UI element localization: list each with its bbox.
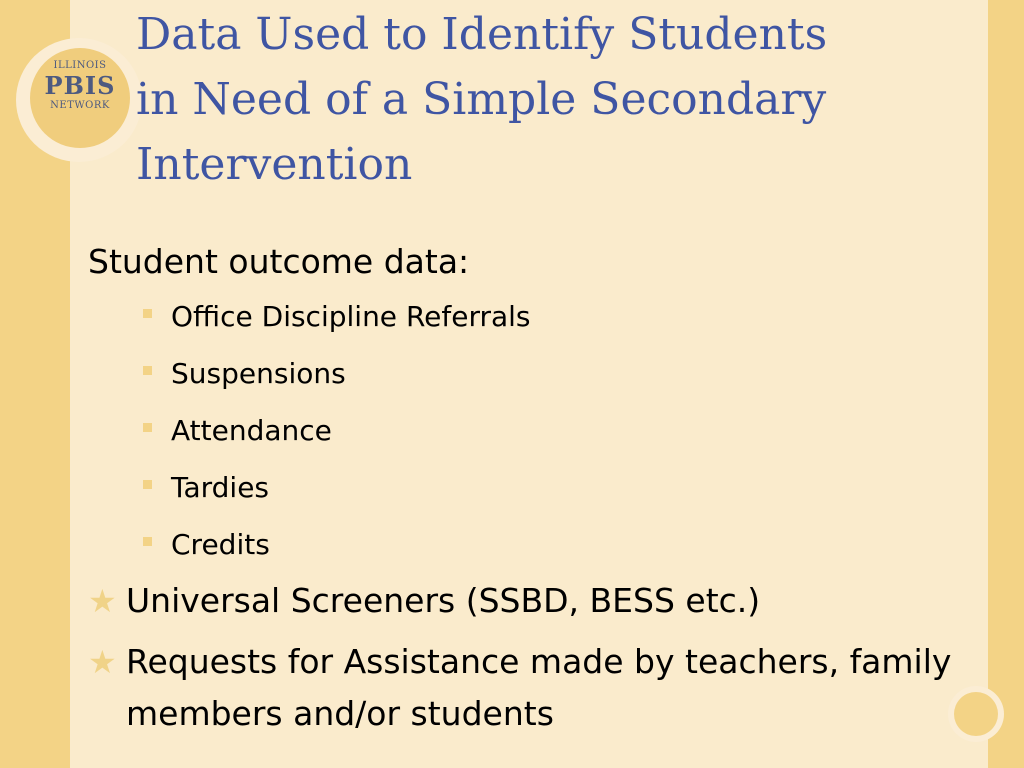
list-item-label: Attendance: [171, 414, 332, 447]
logo-line-illinois: ILLINOIS: [53, 60, 107, 71]
star-item-requests-for-assistance: [88, 636, 968, 740]
star-icon: ★: [88, 643, 117, 681]
slide-content: [88, 236, 968, 740]
list-item: [88, 516, 968, 573]
square-bullet-icon: [143, 480, 152, 489]
list-item-label: Suspensions: [171, 357, 346, 390]
list-item-label: Credits: [171, 528, 270, 561]
slide-title: [136, 2, 976, 197]
list-item: [88, 459, 968, 516]
title-line-2: in Need of a Simple Secondary: [136, 74, 827, 125]
outcome-data-list: [88, 288, 968, 573]
list-item-label: Office Discipline Referrals: [171, 300, 531, 333]
list-item: [88, 402, 968, 459]
illinois-pbis-logo: [30, 60, 130, 112]
square-bullet-icon: [143, 309, 152, 318]
outcome-data-heading: Student outcome data:: [88, 242, 470, 281]
list-item-label: Tardies: [171, 471, 270, 504]
star-item-label: Universal Screeners (SSBD, BESS etc.): [126, 581, 761, 620]
star-item-label: Requests for Assistance made by teachers, family members and/or students: [126, 642, 952, 733]
title-line-1: Data Used to Identify Students: [136, 9, 828, 60]
list-item: [88, 345, 968, 402]
list-item: [88, 288, 968, 345]
square-bullet-icon: [143, 537, 152, 546]
star-icon: ★: [88, 582, 117, 620]
star-item-universal-screeners: [88, 575, 968, 627]
square-bullet-icon: [143, 423, 152, 432]
corner-dot-decoration: [954, 692, 998, 736]
logo-line-pbis: PBIS: [44, 71, 116, 100]
logo-line-network: NETWORK: [50, 100, 110, 111]
title-line-3: Intervention: [136, 139, 413, 190]
square-bullet-icon: [143, 366, 152, 375]
